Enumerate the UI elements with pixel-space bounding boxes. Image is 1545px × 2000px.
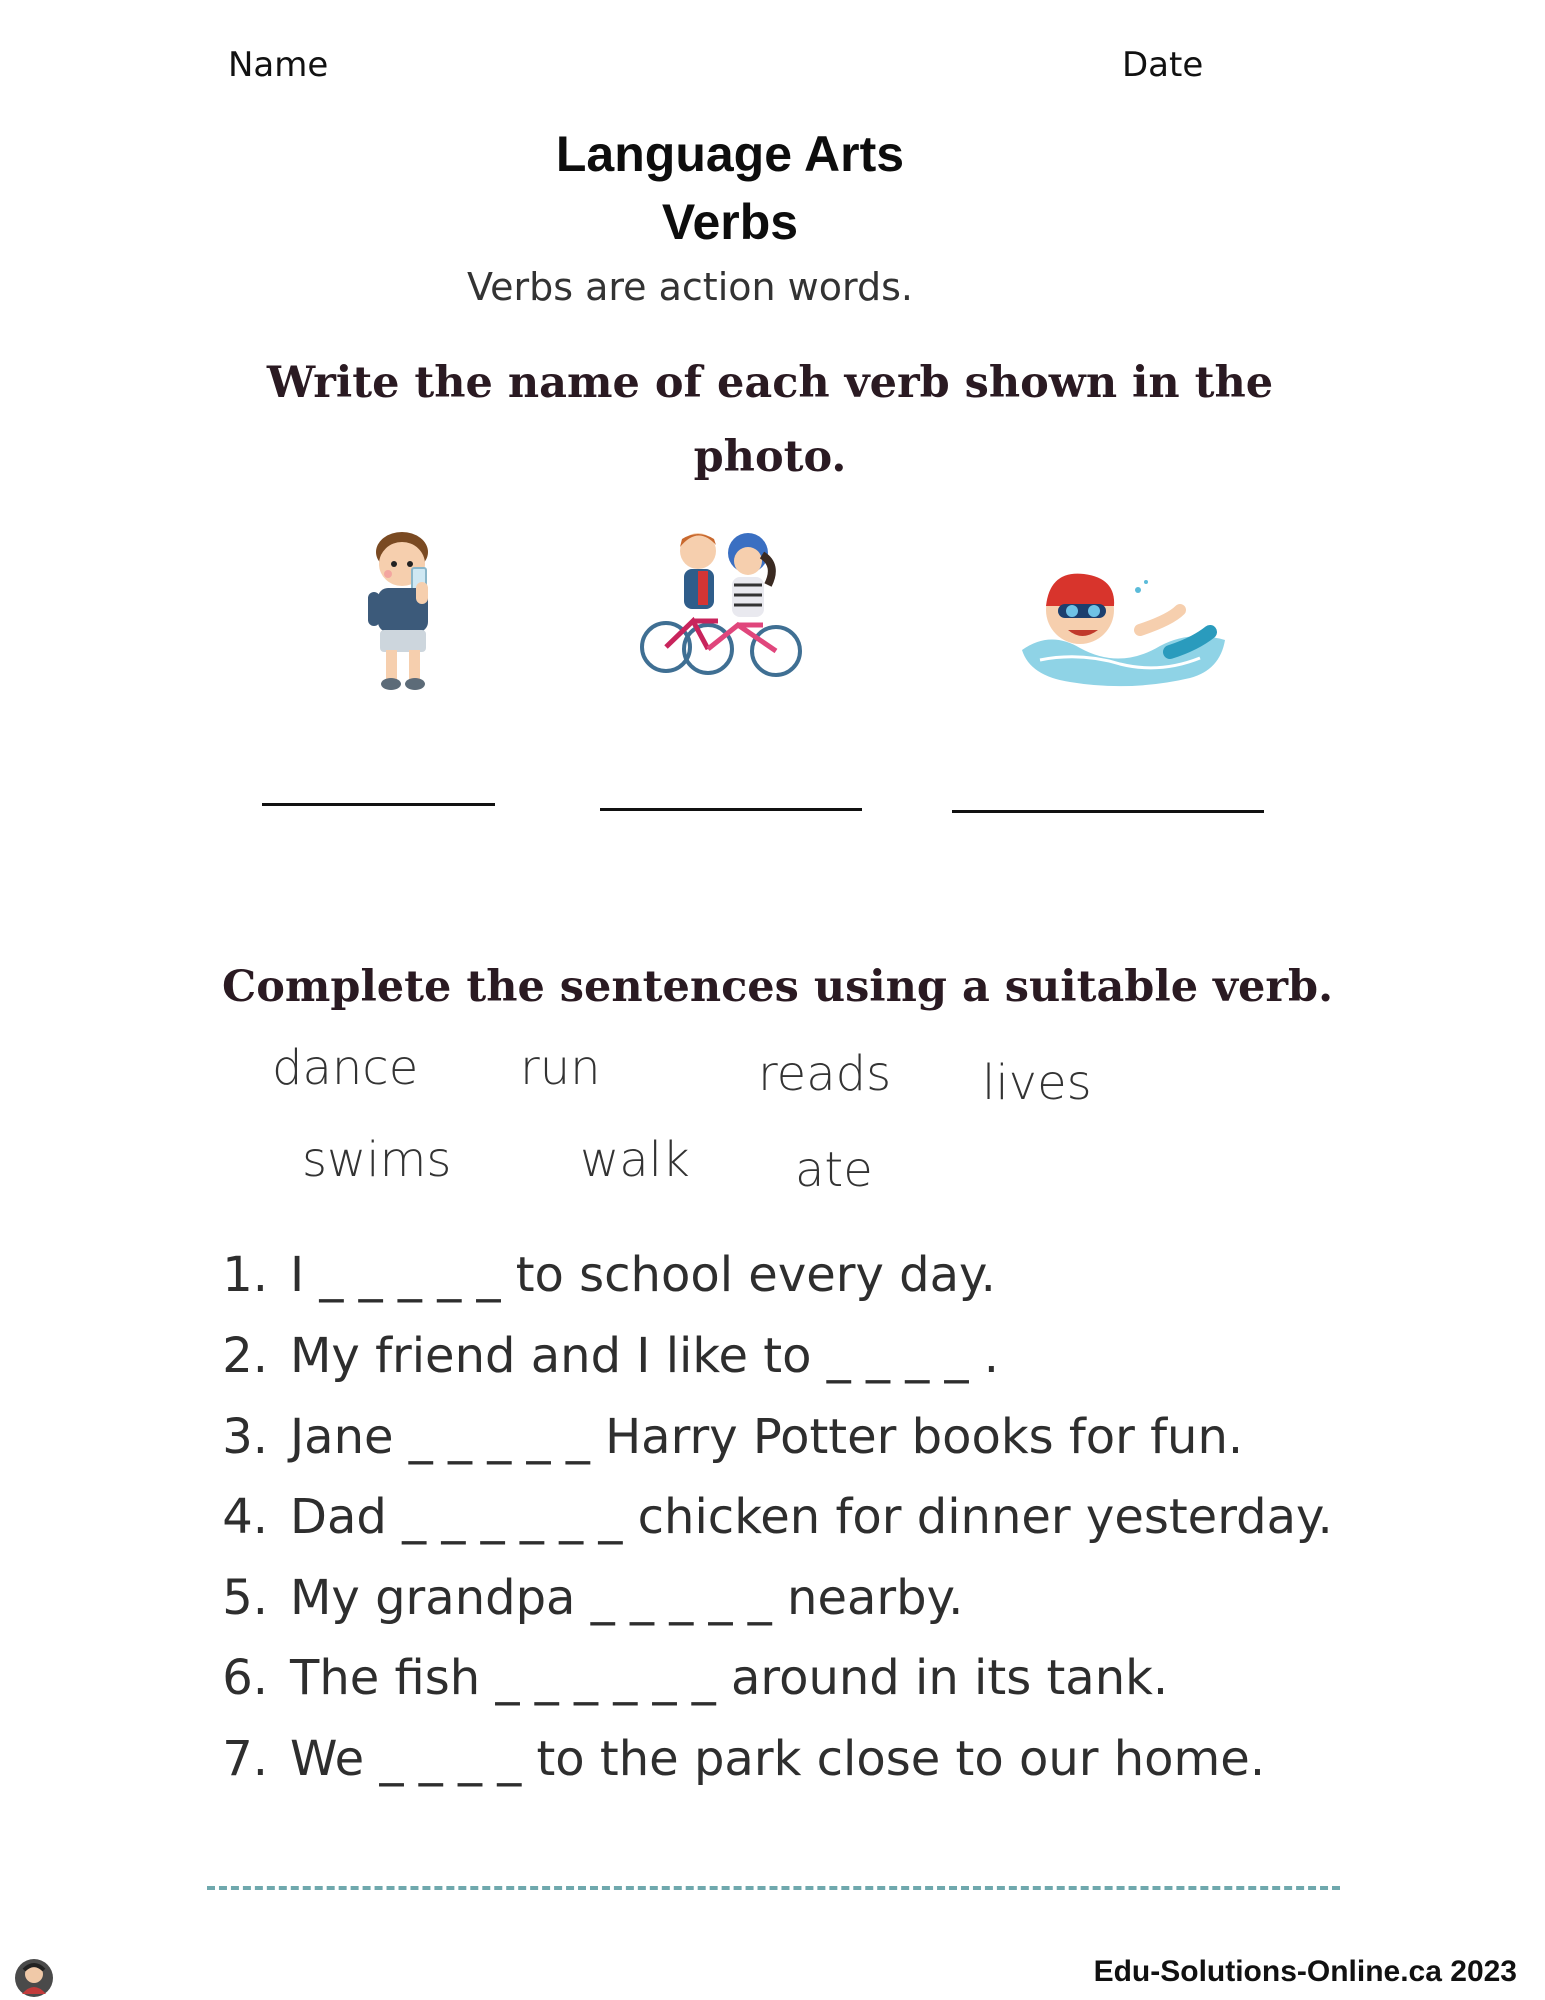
page-subtitle-verbs: Verbs — [661, 194, 799, 250]
date-label: Date — [1122, 45, 1204, 85]
sentence-number: 7. — [222, 1731, 268, 1787]
section1-instruction-line2: photo. — [693, 432, 847, 482]
word-bank-run: run — [520, 1040, 601, 1096]
word-bank-reads: reads — [758, 1046, 892, 1102]
word-bank-swims: swims — [302, 1132, 452, 1188]
dashed-divider — [207, 1886, 1340, 1890]
sentence-text: I _ _ _ _ _ to school every day. — [290, 1247, 996, 1303]
sentence-4 — [208, 1489, 1333, 1545]
sentence-number: 5. — [222, 1570, 268, 1626]
kids-riding-bicycle-image — [638, 525, 808, 685]
sentence-number: 2. — [222, 1328, 268, 1384]
boy-drinking-image — [360, 530, 450, 695]
sentence-text: My grandpa _ _ _ _ _ nearby. — [290, 1570, 964, 1626]
sentence-number: 3. — [222, 1409, 268, 1465]
word-bank-walk: walk — [580, 1132, 690, 1188]
definition-text: Verbs are action words. — [467, 265, 913, 309]
sentence-number: 1. — [222, 1247, 268, 1303]
answer-line-1[interactable] — [262, 803, 495, 806]
sentence-3 — [208, 1409, 1243, 1465]
answer-line-3[interactable] — [952, 810, 1264, 813]
name-label: Name — [228, 45, 329, 85]
word-bank-lives: lives — [982, 1055, 1092, 1111]
sentence-7 — [208, 1731, 1265, 1787]
sentence-text: My friend and I like to _ _ _ _ . — [290, 1328, 999, 1384]
section2-instruction: Complete the sentences using a suitable verb. — [222, 962, 1334, 1012]
sentence-5 — [208, 1570, 963, 1626]
sentence-text: The fish _ _ _ _ _ _ around in its tank. — [290, 1650, 1169, 1706]
sentence-number: 6. — [222, 1650, 268, 1706]
author-avatar-icon — [14, 1958, 54, 1998]
boy-swimming-image — [1020, 560, 1230, 690]
word-bank-ate: ate — [795, 1142, 873, 1198]
answer-line-2[interactable] — [600, 808, 862, 811]
word-bank-dance: dance — [272, 1040, 419, 1096]
sentence-1 — [208, 1247, 996, 1303]
section1-instruction-line1: Write the name of each verb shown in the — [266, 358, 1274, 408]
footer-credit: Edu-Solutions-Online.ca 2023 — [1093, 1955, 1517, 1988]
sentence-6 — [208, 1650, 1168, 1706]
sentence-2 — [208, 1328, 999, 1384]
sentence-number: 4. — [222, 1489, 268, 1545]
sentence-text: We _ _ _ _ to the park close to our home. — [290, 1731, 1266, 1787]
sentence-text: Dad _ _ _ _ _ _ chicken for dinner yesterday. — [290, 1489, 1333, 1545]
page-title: Language Arts — [555, 126, 905, 182]
sentence-text: Jane _ _ _ _ _ Harry Potter books for fun. — [290, 1409, 1244, 1465]
